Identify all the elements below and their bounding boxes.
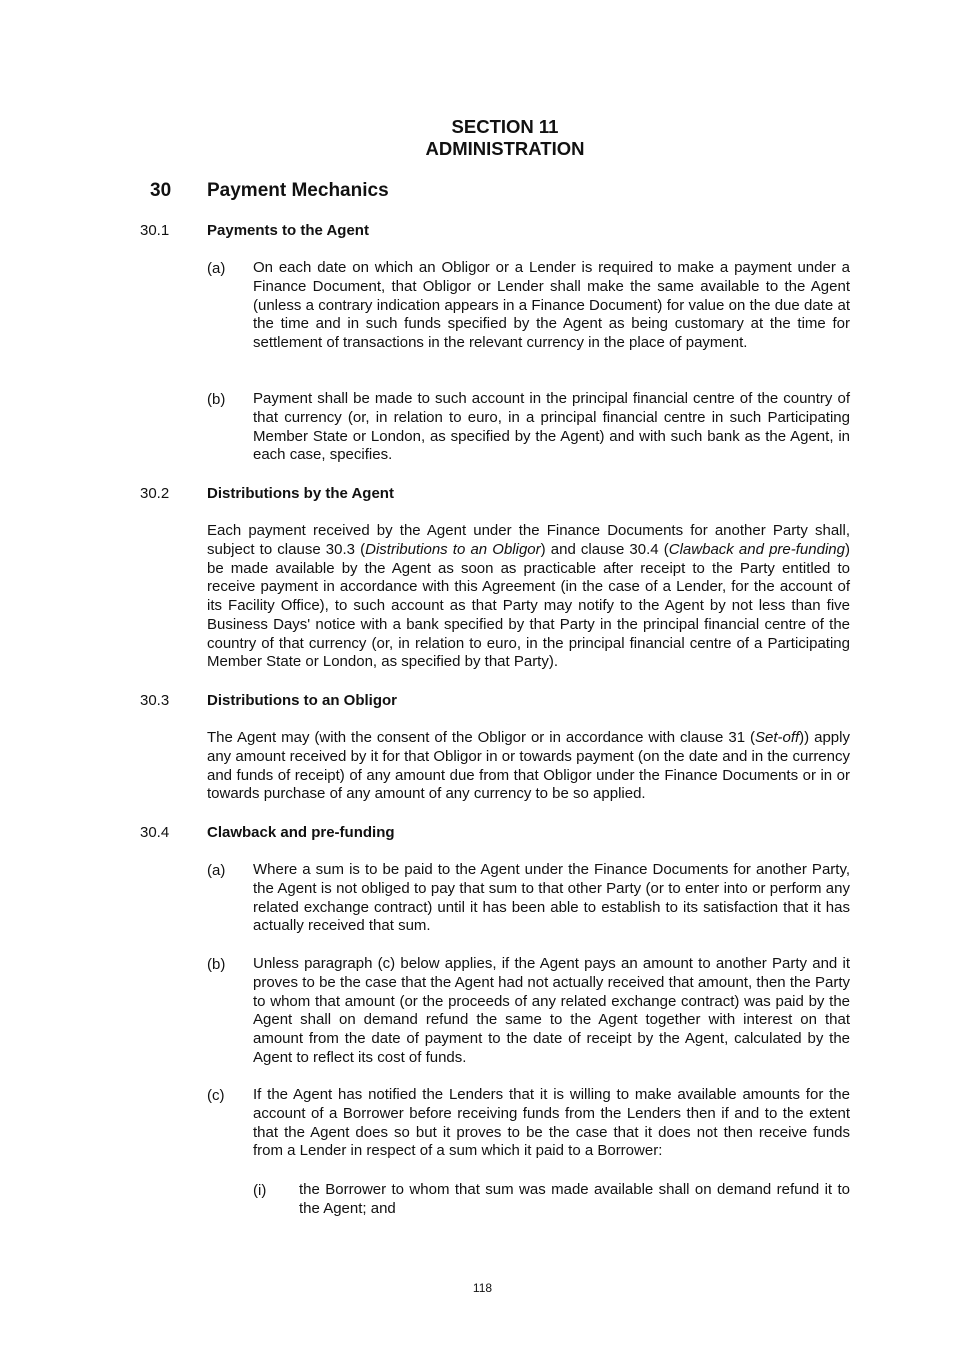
subclause-30-3-title: Distributions to an Obligor <box>207 692 397 709</box>
body-text: ) be made available by the Agent as soon as practicable after receipt to the Party entitled to receive payment in accordance with this Agreement (in the case of a Lender, for the account of its Facility Office), to such account as that Party may notify to the Agent by not less than five Business Days' notice with a bank specified by that Party in the principal financial centre of the country of that currency (or, in relation to euro, in the principal financial centre of a Participating Member State or London, as specified by that Party). <box>207 540 850 671</box>
subparagraph-30-4-c-i: the Borrower to whom that sum was made available shall on demand refund it to the Agent; and <box>299 1181 850 1217</box>
paragraph-label: (b) <box>207 956 226 973</box>
page-number: 118 <box>472 1281 493 1295</box>
paragraph-label: (a) <box>207 260 226 277</box>
paragraph-30-2 <box>207 522 850 672</box>
paragraph-label: (c) <box>207 1087 225 1104</box>
paragraph-30-3 <box>207 729 850 804</box>
subparagraph-label: (i) <box>253 1182 267 1199</box>
cross-reference: Set-off <box>754 729 800 746</box>
paragraph-30-4-a: Where a sum is to be paid to the Agent under the Finance Documents for another Party, the Agent is not obliged to pay that sum to that other Party (or to enter into or perform any related exchange contract) until it has been able to establish to its satisfaction that it has actually received that sum. <box>253 861 850 935</box>
paragraph-label: (b) <box>207 391 226 408</box>
section-number: SECTION 11 <box>451 116 559 137</box>
cross-reference: Distributions to an Obligor <box>365 540 541 558</box>
body-text: ) and clause 30.4 ( <box>540 540 669 558</box>
subclause-30-4-number: 30.4 <box>140 824 170 841</box>
paragraph-30-1-a: On each date on which an Obligor or a Lender is required to make a payment under a Finance Document, that Obligor or Lender shall make the same available to the Agent (unless a contrary indication appears in a Finance Document) for value on the due date at the time and in such funds specified by the Agent as being customary at the time for settlement of transactions in the relevant currency in the place of payment. <box>253 259 850 351</box>
cross-reference: Clawback and pre-funding <box>668 540 845 558</box>
subclause-30-2-number: 30.2 <box>140 485 170 502</box>
subclause-30-1-title: Payments to the Agent <box>207 222 369 239</box>
subclause-30-4-title: Clawback and pre-funding <box>207 824 395 841</box>
body-text: Each payment received by the Agent under the Finance Documents for another Party shall, subject to clause 30.3 ( <box>207 522 850 558</box>
subclause-30-1-number: 30.1 <box>140 222 170 239</box>
subclause-30-2-title: Distributions by the Agent <box>207 485 394 502</box>
subclause-30-3-number: 30.3 <box>140 692 170 709</box>
body-text: The Agent may (with the consent of the Obligor or in accordance with clause 31 ( <box>207 729 755 746</box>
paragraph-30-1-b: Payment shall be made to such account in the principal financial centre of the country of that currency (or, in relation to euro, in a principal financial centre in such Participating Member State or London, as specified by the Agent) and with such bank as the Agent, in each case, specifies. <box>253 390 850 464</box>
clause-title: Payment Mechanics <box>207 180 389 201</box>
section-title: ADMINISTRATION <box>425 138 585 159</box>
body-text: )) apply any amount received by it for that Obligor in or towards payment (on the date and in the currency and funds of receipt) of any amount due from that Obligor under the Finance Documents or in or towards purchase of any amount of any currency to be so applied. <box>207 729 850 803</box>
paragraph-30-4-c: If the Agent has notified the Lenders that it is willing to make available amounts for the account of a Borrower before receiving funds from the Lenders then if and to the extent that the Agent does so but it proves to be the case that it does not then receive funds from a Lender in respect of a sum which it paid to a Borrower: <box>253 1086 850 1160</box>
clause-number: 30 <box>150 180 172 201</box>
paragraph-label: (a) <box>207 862 226 879</box>
paragraph-30-4-b: Unless paragraph (c) below applies, if the Agent pays an amount to another Party and it proves to be the case that the Agent had not actually received that amount, then the Party to whom that amount (or the proceeds of any related exchange contract) was paid by the Agent shall on demand refund the same to the Agent together with interest on that amount from the date of payment to the date of receipt by the Agent, calculated by the Agent to reflect its cost of funds. <box>253 955 850 1066</box>
